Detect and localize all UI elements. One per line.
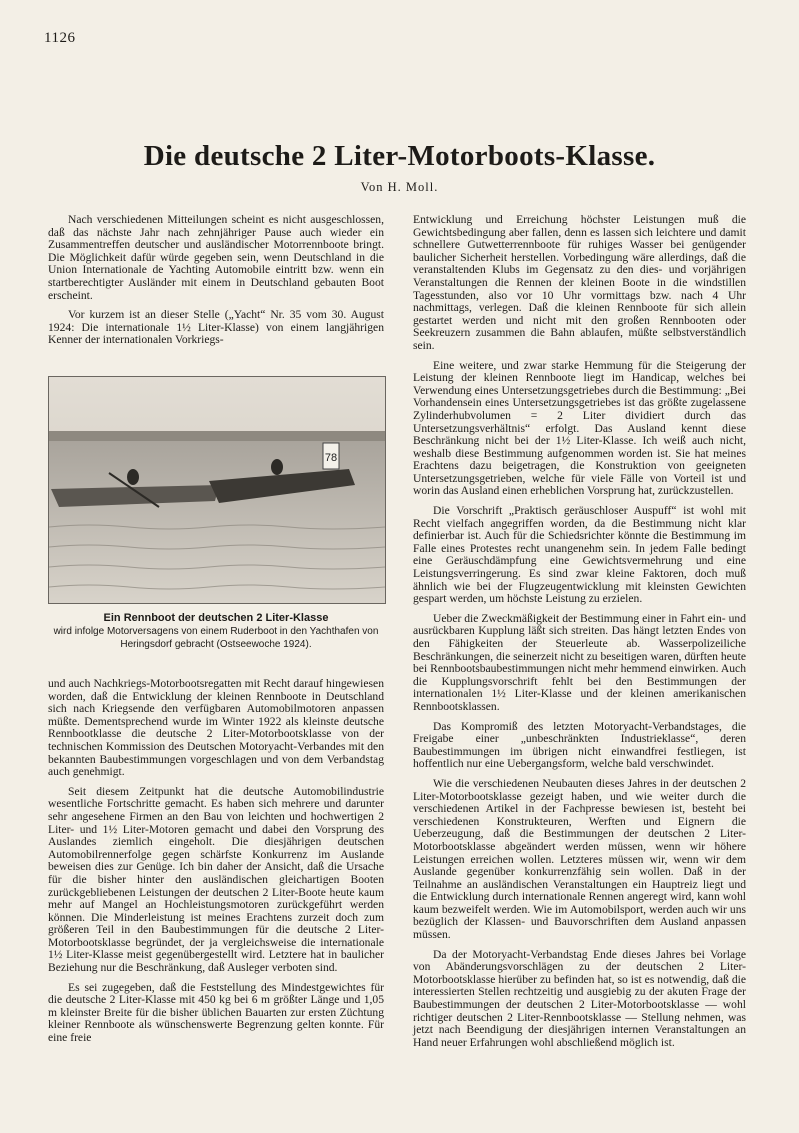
page-number: 1126: [44, 30, 76, 46]
paragraph: Nach verschiedenen Mitteilungen scheint es nicht ausgeschlossen, daß das nächste Jahr nach zehnjähriger Pause auch wieder ein Zusammentreffen deutscher und ausländischer Motorrennboote bringt. Die Möglichkeit dafür würde gegeben sein, wenn Deutschland in die Union Internationale de Yachting Automobile eintritt bzw. wenn ein startberechtigter Ausländer mit einem in Deutschland gebauten Boot erscheint.: [48, 213, 384, 302]
left-column-bottom: [48, 678, 384, 1052]
paragraph: Eine weitere, und zwar starke Hemmung für die Steigerung der Leistung der kleinen Rennboote liegt im Handicap, welches bei Verwendung eines Untersetzungsgetriebes durch die Bestimmung: „Bei Vorhandensein eines Untersetzungsgetriebes ist das größte zugelassene Zylinderhubvolumen = 2 Liter dividiert durch das Untersetzungsverhältnis“ erfolgt. Das Ausland kennt diese Beschränkung nicht bei der 1½ Liter-Klasse. Ich weiß auch nicht, weshalb diese Bestimmung aufgenommen worden ist. Sie hat meines Erachtens dazu beigetragen, die Konstruktion von geeigneten Untersetzungsgetrieben, welche für viele Fälle von Vorteil ist und worin das Ausland einen erheblichen Vorsprung hat, zurückzustellen.: [413, 358, 746, 498]
paragraph: Die Vorschrift „Praktisch geräuschloser Auspuff“ ist wohl mit Recht vielfach angegriffen worden, da die Bestimmung nicht klar definierbar ist. Auch für die Schiedsrichter könnte die Bestimmung im Falle eines Protestes recht unangenehm sein. In jedem Falle bedingt eine Geräuschdämpfung eine Gewichtsvermehrung und eine Leistungsverringerung. Es sind zwar kleine Faktoren, doch muß ähnlich wie bei der Flugzeugentwicklung mit kleinsten Gewichten gespart werden, um höchste Leistung zu erzielen.: [413, 504, 746, 606]
figure-caption-text: wird infolge Motorversagens von einem Ruderboot in den Yachthafen von Heringsdorf gebracht (Ostseewoche 1924).: [53, 626, 379, 650]
article-title: Die deutsche 2 Liter-Motorboots-Klasse.: [143, 140, 656, 172]
paragraph: Wie die verschiedenen Neubauten dieses Jahres in der deutschen 2 Liter-Motorbootsklasse gezeigt haben, und wie weiter durch die verschiedenen Artikel in der Fachpresse bewiesen ist, besteht bei verschiedenen Konstrukteuren, Werften und Eignern die Ueberzeugung, daß die Bestimmungen der deutschen 2 Liter-Motorbootsklasse abgeändert werden müssen, wenn wir höhere Leistungen erreichen wollen. Letzteres müssen wir, wenn wir dem Auslande gegenüber konkurrenzfähig sein wollen. Daß in der Teilnahme an ausländischen Veranstaltungen ein Hauptreiz liegt und die Entwicklung durch internationale Rennen angeregt wird, kann wohl kaum bezweifelt werden. Wie im Automobilsport, werden auch wir uns bezüglich der Klassen- und Bauvorschriften dem Ausland anpassen müssen.: [413, 776, 746, 942]
left-column-top: [48, 214, 384, 354]
paragraph: Vor kurzem ist an dieser Stelle („Yacht“ Nr. 35 vom 30. August 1924: Die internationale 1½ Liter-Klasse) von einem langjährigen Kenner der internationalen Vorkriegs-: [48, 308, 384, 347]
figure: [48, 376, 384, 651]
paragraph: Seit diesem Zeitpunkt hat die deutsche Automobilindustrie wesentliche Fortschritte gemacht. Es haben sich mehrere und darunter sehr angesehene Firmen an den Bau von leichten und hochwertigen 2 Liter- und 1½ Liter-Motoren gemacht und dabei den Vorsprung des Auslandes ziemlich eingeholt. Die diesjährigen deutschen Automobilrennerfolge gegen schärfste Konkurrenz im Auslande beweisen dies zur Genüge. Ich bin daher der Ansicht, daß die Ursache für die bisher hinter den ausländischen gleichartigen Booten zurückgebliebenen Leistungen der deutschen 2 Liter-Boote heute kaum mehr auf Mangel an Hochleistungsmotoren zurückgeführt werden können. Die Minderleistung ist meines Erachtens zurzeit doch zum größeren Teil in den Baubestimmungen für die deutsche 2 Liter-Motorbootsklasse begründet, der ja vergleichsweise die internationale 1½ Liter-Klasse meist gegenübergestellt wird. Letztere hat in baulicher Beziehung nur die Beschränkung, daß Ausleger verboten sind.: [48, 784, 384, 975]
paragraph: Das Kompromiß des letzten Motoryacht-Verbandstages, die Freigabe einer „unbeschränkten Industrieklasse“, deren Baubestimmungen im übrigen nicht einwandfrei festliegen, ist hoffentlich nur eine Uebergangsform, welche bald verschwindet.: [413, 719, 746, 771]
right-column: [413, 214, 746, 1056]
article-author: Von H. Moll.: [360, 180, 439, 194]
paragraph: Es sei zugegeben, daß die Feststellung des Mindestgewichtes für die deutsche 2 Liter-Klasse mit 450 kg bei 6 m größter Länge und 1,05 m kleinster Breite für die bisher üblichen Bauarten zur ersten Züchtung kleiner Rennboote als wünschenswerte Begrenzung gelten konnte. Für eine freie: [48, 980, 384, 1045]
figure-caption-title: Ein Rennboot der deutschen 2 Liter-Klasse: [103, 612, 329, 624]
paragraph: Da der Motoryacht-Verbandstag Ende dieses Jahres bei Vorlage von Abänderungsvorschlägen zu der deutschen 2 Liter-Motorbootsklasse hierüber zu befinden hat, so ist es notwendig, daß die interessierten Stellen rechtzeitig und ausgiebig zu der akuten Frage der Baubestimmungen der deutschen 2 Liter-Motorbootsklasse — wohl richtiger deutschen 2 Liter-Rennbootsklasse — Stellung nehmen, was jetzt nach Beendigung der diesjährigen internen Veranstaltungen an Hand neuer Erfahrungen wohl abschließend möglich ist.: [413, 947, 746, 1049]
paragraph: und auch Nachkriegs-Motorbootsregatten mit Recht darauf hingewiesen worden, daß die Entwicklung der kleinen Rennboote in Deutschland sich nach Kriegsende den verfügbaren Automobilmotoren anpassen müßte. Dementsprechend wurde im Winter 1922 als kleinste deutsche Rennbootklasse die deutsche 2 Liter-Motorbootsklasse von der technischen Kommission des Deutschen Motoryacht-Verbandes mit den bekannten Baubestimmungen vorgeschlagen und von dem Verbandstag auch genehmigt.: [48, 677, 384, 779]
boat-number: 78: [324, 452, 338, 464]
paragraph: Ueber die Zweckmäßigkeit der Bestimmung einer in Fahrt ein- und ausrückbaren Kupplung läßt sich streiten. Das hängt letzten Endes von den Fähigkeiten der Steuerleute ab. Wasserpolizeiliche Beschränkungen, die seinerzeit nicht zu beseitigen waren, dürften heute bei Rennbootsbaubestimmungen nicht mehr hemmend einwirken. Auch die Kupplungsvorschrift fehlt bei den Bestimmungen der internationalen 1½ Liter-Klasse und der kleinen amerikanischen Rennbootsklassen.: [413, 611, 746, 713]
boat-photo: [48, 376, 386, 604]
paragraph: Entwicklung und Erreichung höchster Leistungen muß die Gewichtsbedingung aber fallen, denn es lassen sich leichtere und damit schnellere Gutwetterrennboote für ruhiges Wasser bei genügender baulicher Sicherheit herstellen. Vorbedingung wäre allerdings, daß die veranstaltenden Klubs im Gegensatz zu den dies- und vorjährigen Veranstaltungen die Rennen der kleinen Boote in die windstillen Tagesstunden, also vor 10 Uhr vormittags bzw. nach 4 Uhr nachmittags, verlegen. Daß die kleinen Rennboote für sich allein gestartet werden und nicht mit den großen Rennbooten oder Seekreuzern zusammen die Bahn ablaufen, müßte selbstverständlich sein.: [413, 213, 746, 352]
